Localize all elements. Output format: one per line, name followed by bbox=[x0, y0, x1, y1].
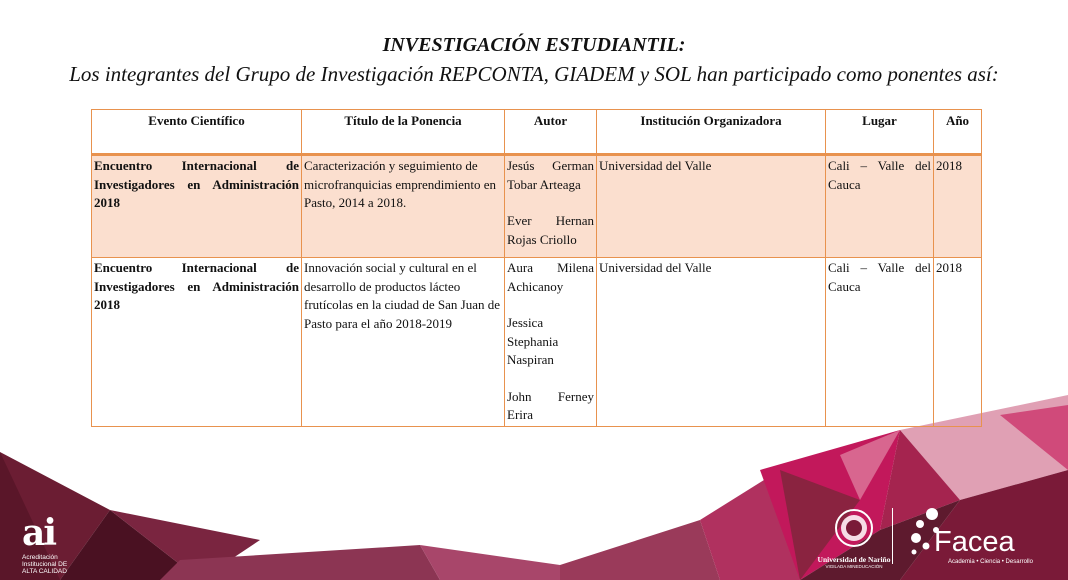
university-sub: VIGILADA MINEDUCACIÓN bbox=[825, 564, 883, 569]
cell-evento: Encuentro Internacional de Investigadores en Administración 2018 bbox=[92, 155, 302, 258]
header-institucion: Institución Organizadora bbox=[597, 110, 826, 155]
author-name: Jesús German Tobar Arteaga bbox=[507, 158, 594, 192]
author-name: Ever Hernan Rojas Criollo bbox=[507, 213, 594, 247]
header-anio: Año bbox=[934, 110, 982, 155]
faculty-name: Facea bbox=[934, 526, 1015, 558]
cell-evento: Encuentro Internacional de Investigadores en Administración 2018 bbox=[92, 258, 302, 427]
header-lugar: Lugar bbox=[826, 110, 934, 155]
table-row bbox=[92, 258, 982, 427]
cell-anio: 2018 bbox=[934, 155, 982, 258]
cell-autor bbox=[505, 258, 597, 427]
page-subtitle: Los integrantes del Grupo de Investigación REPCONTA, GIADEM y SOL han participado como ponentes así: bbox=[69, 62, 999, 86]
table-header-row bbox=[92, 110, 982, 155]
cell-institucion: Universidad del Valle bbox=[597, 258, 826, 427]
table-row bbox=[92, 155, 982, 258]
author-name: Aura Milena Achicanoy bbox=[507, 260, 594, 294]
cell-institucion: Universidad del Valle bbox=[597, 155, 826, 258]
cell-autor bbox=[505, 155, 597, 258]
page-title: INVESTIGACIÓN ESTUDIANTIL: bbox=[382, 34, 686, 56]
cell-titulo: Caracterización y seguimiento de microfranquicias emprendimiento en Pasto, 2014 a 2018. bbox=[302, 155, 505, 258]
cell-titulo: Innovación social y cultural en el desarrollo de productos lácteo frutícolas en la ciudad de San Juan de Pasto para el año 2018-2019 bbox=[302, 258, 505, 427]
header-evento: Evento Científico bbox=[92, 110, 302, 155]
cell-anio: 2018 bbox=[934, 258, 982, 427]
university-logo bbox=[812, 508, 896, 569]
faculty-tagline: Academia • Ciencia • Desarrollo bbox=[948, 559, 1033, 565]
ponencias-table bbox=[91, 109, 982, 427]
cell-lugar: Cali – Valle del Cauca bbox=[826, 155, 934, 258]
author-name: Jessica Stephania Naspiran bbox=[507, 315, 559, 367]
author-name: John Ferney Erira bbox=[507, 388, 594, 422]
university-name: Universidad de Nariño bbox=[817, 555, 891, 564]
logo-separator bbox=[892, 508, 893, 564]
accreditation-logo: ai bbox=[22, 512, 56, 554]
accreditation-text: Acreditación Institucional DE ALTA CALIDAD bbox=[22, 554, 68, 575]
cell-lugar: Cali – Valle del Cauca bbox=[826, 258, 934, 427]
header-autor: Autor bbox=[505, 110, 597, 155]
university-seal-icon bbox=[834, 508, 874, 548]
header-titulo: Título de la Ponencia bbox=[302, 110, 505, 155]
